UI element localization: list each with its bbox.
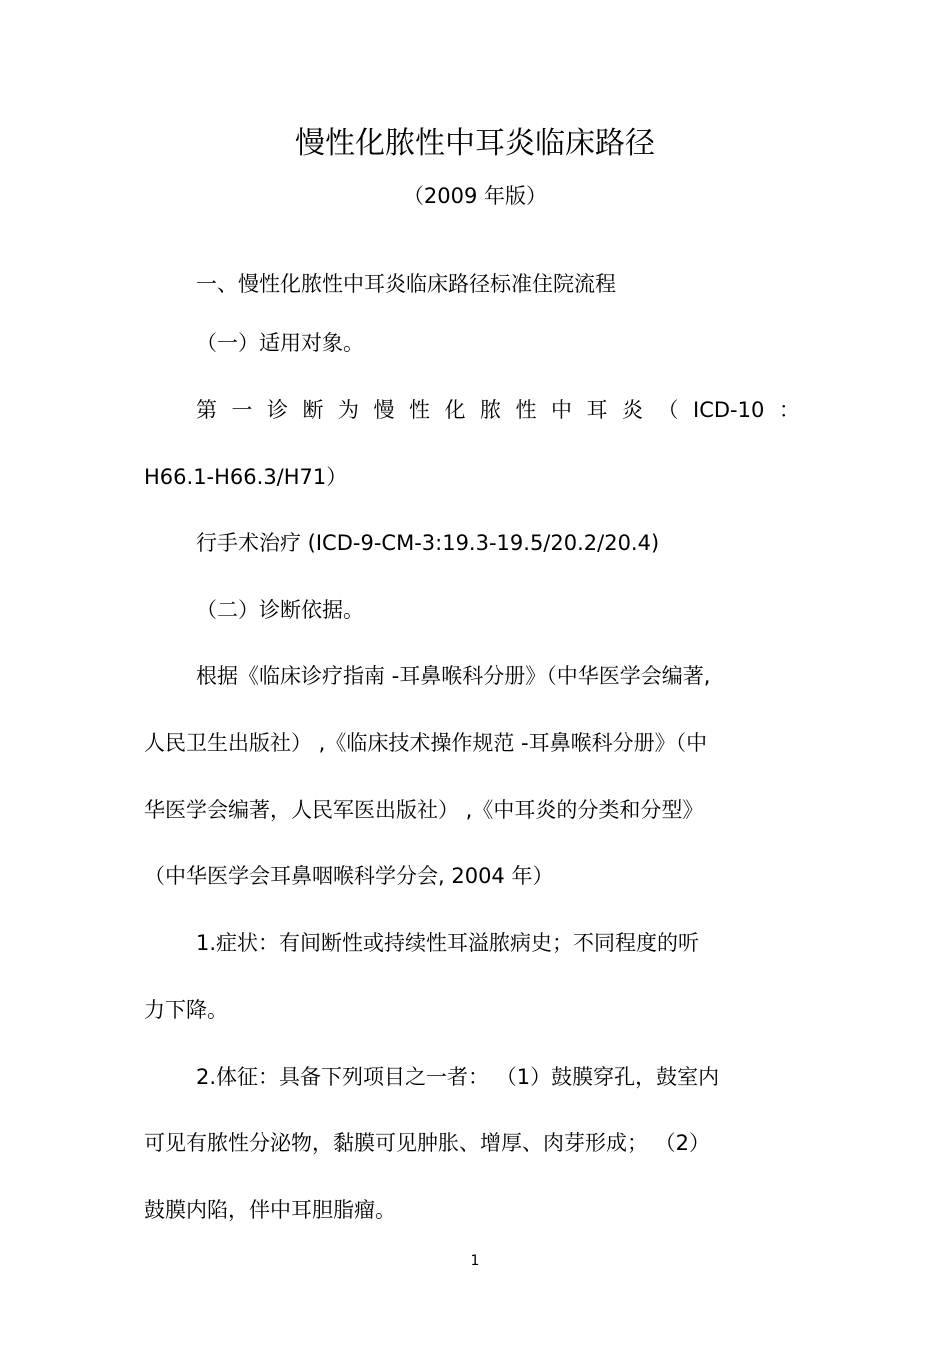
diagnosis-char: 诊	[267, 398, 288, 422]
diagnosis-line	[196, 396, 800, 424]
subsection-heading-basis: （二）诊断依据。	[196, 598, 364, 622]
subsection-heading-applicable: （一）适用对象。	[196, 331, 364, 355]
edition-subtitle: （2009 年版）	[402, 184, 548, 208]
diagnosis-char: 第	[196, 398, 217, 422]
surgery-line: 行手术治疗 (ICD-9-CM-3:19.3-19.5/20.2/20.4)	[196, 531, 660, 555]
basis-line-1: 根据《临床诊疗指南 -耳鼻喉科分册》（中华医学会编著,	[196, 664, 711, 688]
basis-line-3: 华医学会编著，人民军医出版社） ,《中耳炎的分类和分型》	[144, 798, 704, 822]
diagnosis-char: 中	[551, 398, 572, 422]
diagnosis-char: 为	[338, 398, 359, 422]
symptom-line-2: 力下降。	[144, 998, 228, 1022]
diagnosis-char: 化	[444, 398, 466, 422]
diagnosis-char: （	[657, 398, 679, 422]
diagnosis-continuation: H66.1-H66.3/H71）	[144, 465, 348, 489]
page-number: 1	[470, 1253, 480, 1269]
sign-line-3: 鼓膜内陷，伴中耳胆脂瘤。	[144, 1198, 396, 1222]
diagnosis-char: 断	[302, 398, 324, 422]
basis-line-2: 人民卫生出版社） ,《临床技术操作规范 -耳鼻喉科分册》（中	[144, 731, 708, 755]
diagnosis-char: 脓	[480, 398, 501, 422]
diagnosis-char: ICD-10	[693, 398, 765, 422]
page-title: 慢性化脓性中耳炎临床路径	[295, 126, 655, 161]
diagnosis-char: 性	[409, 398, 430, 422]
symptom-line-1: 1.症状：有间断性或持续性耳溢脓病史；不同程度的听	[196, 931, 700, 955]
diagnosis-char: 一	[231, 398, 253, 422]
diagnosis-char: 耳	[586, 398, 608, 422]
diagnosis-char: 性	[515, 398, 537, 422]
diagnosis-char: 慢	[373, 398, 395, 422]
section-heading: 一、慢性化脓性中耳炎临床路径标准住院流程	[196, 272, 616, 296]
diagnosis-char: ：	[778, 398, 800, 422]
sign-line-1: 2.体征：具备下列项目之一者： （1）鼓膜穿孔，鼓室内	[196, 1065, 720, 1089]
sign-line-2: 可见有脓性分泌物，黏膜可见肿胀、增厚、肉芽形成； （2）	[144, 1131, 711, 1155]
basis-line-4: （中华医学会耳鼻咽喉科学分会, 2004 年）	[144, 864, 554, 888]
diagnosis-char: 炎	[622, 398, 643, 422]
